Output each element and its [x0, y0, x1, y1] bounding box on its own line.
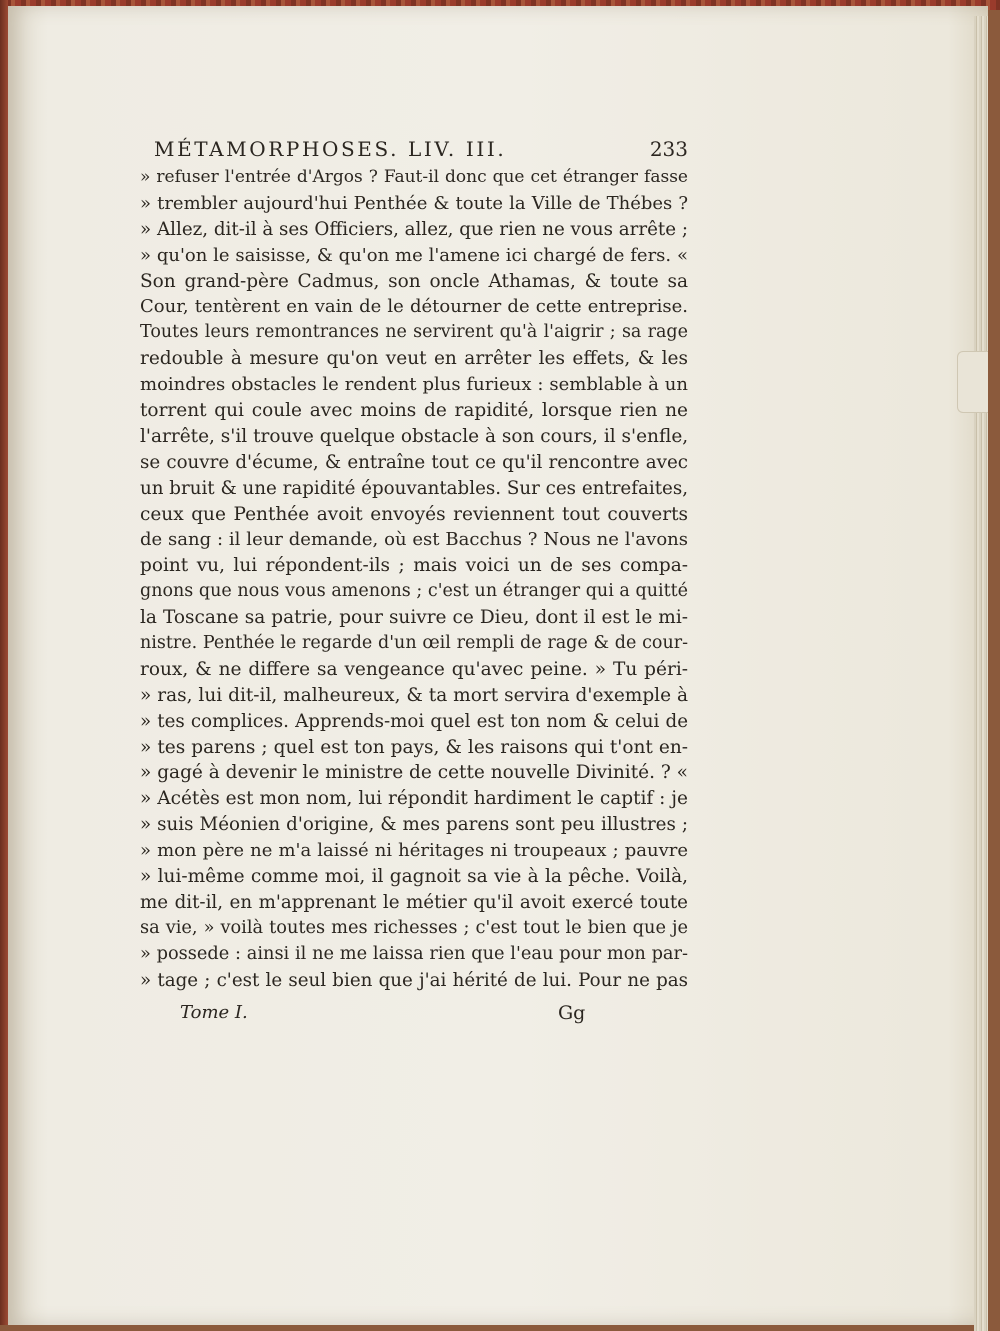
- text-line: la Toscane sa patrie, pour suivre ce Dieu, dont il est le mi-: [140, 607, 688, 629]
- volume-label: Tome I.: [180, 1001, 248, 1023]
- text-line: » possede : ainsi il ne me laissa rien que l'eau pour mon par-: [140, 943, 688, 964]
- text-line: roux, & ne differe sa vengeance qu'avec peine. » Tu péri-: [140, 658, 688, 680]
- page-tab-marker: [957, 351, 988, 413]
- text-line: l'arrête, s'il trouve quelque obstacle à son cours, il s'enfle,: [140, 425, 688, 447]
- signature-mark: Gg: [558, 1001, 586, 1024]
- text-line: me dit-il, en m'apprenant le métier qu'il avoit exercé toute: [140, 891, 688, 913]
- text-block: [140, 131, 688, 1028]
- text-line: redouble à mesure qu'on veut en arrêter les effets, & les: [140, 348, 688, 370]
- text-line: » suis Méonien d'origine, & mes parens sont peu illustres ;: [140, 814, 688, 836]
- text-line: de sang : il leur demande, où est Bacchus ? Nous ne l'avons: [140, 529, 688, 551]
- text-line: point vu, lui répondent-ils ; mais voici un de ses compa-: [140, 555, 688, 577]
- body-text: [140, 165, 688, 994]
- text-line: » trembler aujourd'hui Penthée & toute la Ville de Thébes ?: [140, 192, 688, 214]
- text-line: Son grand-père Cadmus, son oncle Athamas, & toute sa: [140, 270, 688, 292]
- text-line: » gagé à devenir le ministre de cette nouvelle Divinité. ? «: [140, 762, 688, 784]
- text-line: » tes parens ; quel est ton pays, & les raisons qui t'ont en-: [140, 736, 688, 758]
- text-line: se couvre d'écume, & entraîne tout ce qu'il rencontre avec: [140, 451, 688, 473]
- text-line: gnons que nous vous amenons ; c'est un étranger qui a quitté: [140, 581, 688, 602]
- page-edge: [974, 16, 988, 1331]
- text-line: » tes complices. Apprends-moi quel est ton nom & celui de: [140, 710, 688, 732]
- text-line: » Acétès est mon nom, lui répondit hardiment le captif : je: [140, 788, 688, 810]
- running-title: MÉTAMORPHOSES. LIV. III.: [154, 137, 507, 161]
- text-line: » ras, lui dit-il, malheureux, & ta mort servira d'exemple à: [140, 684, 688, 706]
- text-line: torrent qui coule avec moins de rapidité, lorsque rien ne: [140, 400, 688, 422]
- book-binding-left: [0, 0, 8, 1325]
- text-line: Cour, tentèrent en vain de le détourner de cette entreprise.: [140, 296, 688, 318]
- text-line: un bruit & une rapidité épouvantables. Sur ces entrefaites,: [140, 477, 688, 499]
- text-line: » mon père ne m'a laissé ni héritages ni troupeaux ; pauvre: [140, 840, 688, 862]
- text-line: » Allez, dit-il à ses Officiers, allez, que rien ne vous arrête ;: [140, 218, 688, 240]
- text-line: nistre. Penthée le regarde d'un œil rempli de rage & de cour-: [140, 633, 688, 654]
- text-line: ceux que Penthée avoit envoyés reviennent tout couverts: [140, 503, 688, 525]
- book-page: [8, 6, 988, 1325]
- text-line: moindres obstacles le rendent plus furieux : semblable à un: [140, 374, 688, 396]
- text-line: » refuser l'entrée d'Argos ? Faut-il donc que cet étranger fasse: [140, 167, 688, 187]
- text-line: » tage ; c'est le seul bien que j'ai hérité de lui. Pour ne pas: [140, 969, 688, 991]
- running-head: [140, 131, 688, 165]
- text-line: » lui-même comme moi, il gagnoit sa vie à la pêche. Voilà,: [140, 866, 688, 888]
- page-footer: [140, 998, 688, 1028]
- text-line: » qu'on le saisisse, & qu'on me l'amene ici chargé de fers. «: [140, 244, 688, 266]
- text-line: sa vie, » voilà toutes mes richesses ; c'est tout le bien que je: [140, 917, 688, 938]
- page-number: 233: [649, 137, 688, 161]
- text-line: Toutes leurs remontrances ne servirent qu'à l'aigrir ; sa rage: [140, 322, 688, 343]
